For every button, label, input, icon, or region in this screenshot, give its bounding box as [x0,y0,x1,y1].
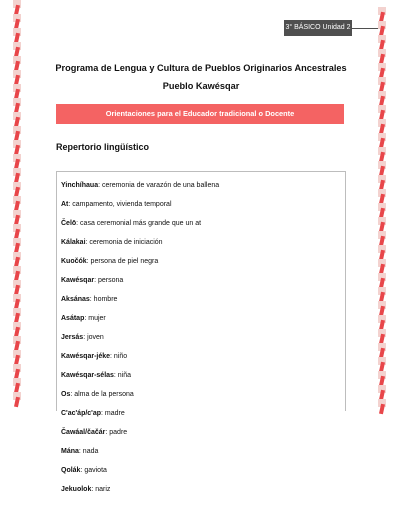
vocab-meaning: : mujer [84,315,106,322]
vocab-meaning: : ceremonia de iniciación [85,239,163,246]
vocab-item [61,277,219,296]
vocab-word: Jekuolok [61,486,92,493]
vocab-meaning: : joven [83,334,104,341]
vocab-meaning: : ceremonia de varazón de una ballena [98,182,220,189]
vocab-word: Kálakai [61,239,86,246]
vocab-item [61,315,219,334]
people-title: Pueblo Kawésqar [162,81,240,91]
vocab-item [61,220,219,239]
vocab-item [61,334,219,353]
vocab-item [61,201,219,220]
vocab-meaning: : campamento, vivienda temporal [68,201,172,208]
decorative-border-right [378,0,386,400]
vocab-meaning: : persona [94,277,124,284]
vocab-word: Čelō [61,220,77,227]
vocab-word: Asátap [61,315,85,322]
vocab-meaning: : persona de piel negra [86,258,159,265]
grade-unit-tab: 3° BÁSICO Unidad 2 [284,20,352,36]
vocab-item [61,410,219,429]
vocab-meaning: : gaviota [80,467,107,474]
vocab-meaning: : niña [113,372,132,379]
vocab-meaning: : niño [110,353,128,360]
program-title: Programa de Lengua y Cultura de Pueblos Originarios Ancestrales [55,63,347,73]
vocab-word: Qolák [61,467,81,474]
vocab-word: Aksánas [61,296,90,303]
vocab-item [61,353,219,372]
vocabulary-box [56,171,346,493]
section-title: Repertorio lingüístico [56,142,150,152]
vocab-meaning: : hombre [89,296,118,303]
vocab-item [61,429,219,448]
vocab-word: Yinchíhaua [61,182,99,189]
vocab-meaning: : madre [101,410,125,417]
vocab-word: Kawésqar-jéke [61,353,111,360]
vocab-meaning: : padre [105,429,128,436]
vocab-word: C'ac'áp/c'ap [61,410,102,417]
vocab-item [61,296,219,315]
vocab-word: Mána [61,448,79,455]
vocab-item [61,467,219,486]
guidance-banner: Orientaciones para el Educador tradicional o Docente [56,104,344,124]
vocab-word: Kawésqar-sélas [61,372,114,379]
vocab-item [61,448,219,467]
vocab-word: Os [61,391,71,398]
vocab-item [61,239,219,258]
vocab-item [61,486,219,505]
vocab-item [61,391,219,410]
vocab-item [61,182,219,201]
vocab-word: Kuočók [61,258,87,265]
vocab-item [61,372,219,391]
vocab-meaning: : nariz [91,486,111,493]
vocab-meaning: : alma de la persona [70,391,134,398]
decorative-border-left [13,0,21,400]
vocab-meaning: : casa ceremonial más grande que un at [76,220,202,227]
vocab-word: Jersás [61,334,84,341]
vocabulary-list [61,182,219,505]
vocab-word: Kawésqar [61,277,95,284]
vocab-item [61,258,219,277]
vocab-word: Čawáal/čačár [61,429,106,436]
vocab-word: At [61,201,69,208]
vocab-meaning: : nada [78,448,99,455]
